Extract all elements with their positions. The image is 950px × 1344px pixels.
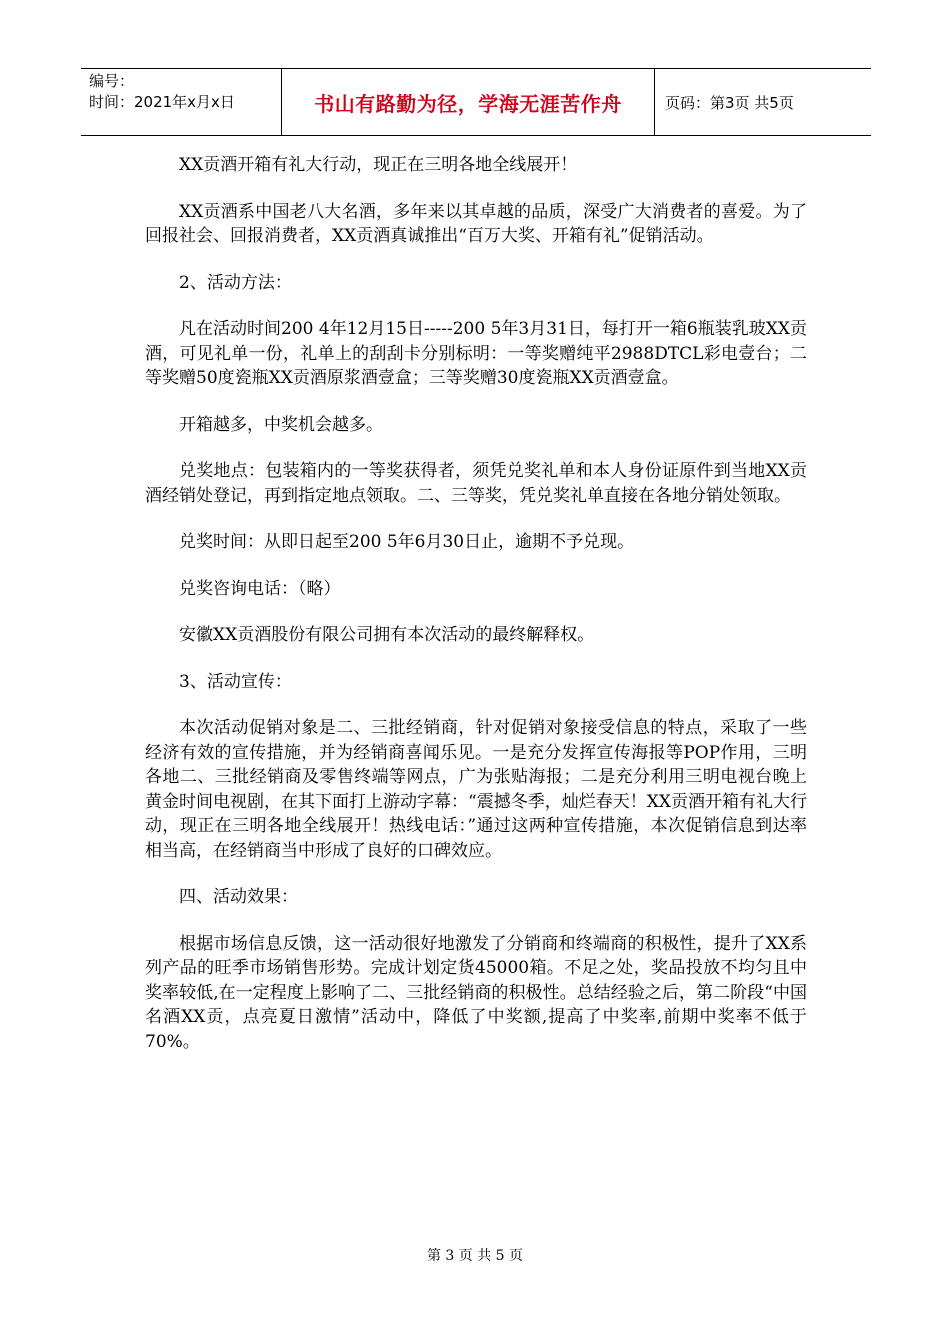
paragraph: 兑奖咨询电话：（略） [179, 578, 341, 599]
paragraph: 兑奖地点：包装箱内的一等奖获得者，须凭兑奖礼单和本人身份证原件到当地XX贡酒经销处登记，再到指定地点领取。二、三等奖，凭兑奖礼单直接在各地分销处领取。 [145, 461, 807, 506]
section-heading: 3、活动宣传： [179, 671, 292, 692]
paragraph: 开箱越多，中奖机会越多。 [179, 414, 383, 435]
page-footer: 第 3 页 共 5 页 [426, 1248, 524, 1264]
paragraph: 兑奖时间：从即日起至200 5年6月30日止，逾期不予兑现。 [179, 532, 635, 552]
paragraph: XX贡酒开箱有礼大行动，现正在三明各地全线展开！ [179, 155, 578, 175]
header-motto-cell [282, 69, 655, 135]
paragraph: 凡在活动时间200 4年12月15日-----200 5年3月31日，每打开一箱6瓶装乳玻XX贡酒，可见礼单一份，礼单上的刮刮卡分别标明：一等奖赠纯平2988DTCL彩电壹台；二等奖赠50度瓷瓶XX贡酒原浆酒壹盒；三等奖赠30度瓷瓶XX贡酒壹盒。 [145, 319, 807, 388]
paragraph: 安徽XX贡酒股份有限公司拥有本次活动的最终解释权。 [179, 625, 595, 645]
header-meta [81, 69, 282, 135]
section-heading: 四、活动效果： [179, 887, 298, 907]
header-page-cell [655, 69, 871, 135]
document-body [145, 153, 807, 1076]
page-header [81, 68, 871, 136]
header-page-label: 页码：第3页 共5页 [665, 93, 794, 112]
paragraph: XX贡酒系中国老八大名酒，多年来以其卓越的品质，深受广大消费者的喜爱。为了回报社会、回报消费者，XX贡酒真诚推出“百万大奖、开箱有礼”促销活动。 [145, 201, 807, 246]
number-label: 编号： [89, 72, 135, 90]
paragraph: 根据市场信息反馈，这一活动很好地激发了分销商和终端商的积极性，提升了XX系列产品的旺季市场销售形势。完成计划定货45000箱。不足之处，奖品投放不均匀且中奖率较低,在一定程度上影响了二、三批经销商的积极性。总结经验之后，第二阶段“中国名酒XX贡，点亮夏日激情”活动中，降低了中奖额,提高了中奖率,前期中奖率不低于70%。 [145, 933, 807, 1052]
section-heading: 2、活动方法： [179, 272, 292, 293]
header-motto: 书山有路勤为径，学海无涯苦作舟 [314, 91, 622, 116]
time-label: 时间：2021年x月x日 [89, 93, 235, 111]
paragraph: 本次活动促销对象是二、三批经销商，针对促销对象接受信息的特点，采取了一些经济有效的宣传措施，并为经销商喜闻乐见。一是充分发挥宣传海报等POP作用，三明各地二、三批经销商及零售终端等网点，广为张贴海报；二是充分利用三明电视台晚上黄金时间电视剧，在其下面打上游动字幕：“震撼冬季，灿烂春天！XX贡酒开箱有礼大行动，现正在三明各地全线展开！热线电话：”通过这两种宣传措施，本次促销信息到达率相当高，在经销商当中形成了良好的口碑效应。 [145, 718, 807, 861]
